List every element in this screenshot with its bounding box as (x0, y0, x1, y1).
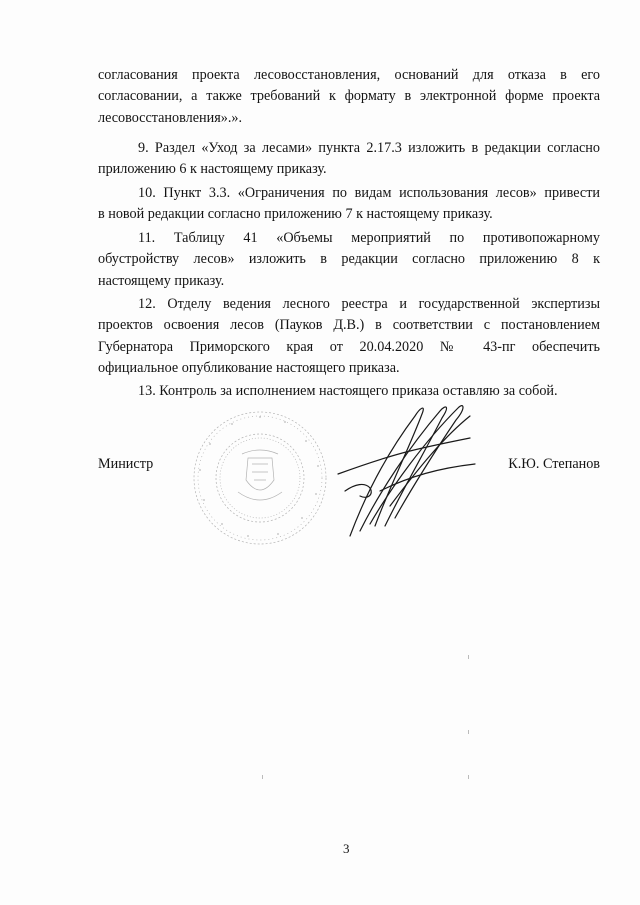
text-line: 13. Контроль за исполнением настоящего приказа оставляю за собой. (138, 383, 558, 399)
text-line: проектов освоения лесов (Пауков Д.В.) в соответствии с постановлением (98, 317, 600, 334)
paragraph-item-9 (98, 138, 600, 181)
text-line: лесовосстановления».». (98, 109, 243, 126)
signatory-title: Министр (98, 456, 154, 472)
text-line: 9. Раздел «Уход за лесами» пункта 2.17.3 изложить в редакции согласно (138, 140, 600, 156)
text-line: 12. Отделу ведения лесного реестра и государственной экспертизы (138, 296, 600, 312)
official-stamp-icon (190, 408, 330, 548)
scan-artifact (468, 730, 469, 734)
handwritten-signature-icon (330, 396, 490, 548)
text-line: настоящему приказу. (98, 272, 225, 289)
text-line: в новой редакции согласно приложению 7 к настоящему приказу. (98, 206, 493, 223)
signatory-name: К.Ю. Степанов (508, 456, 600, 472)
text-line: обустройству лесов» изложить в редакции согласно приложению 8 к (98, 251, 600, 268)
paragraph-item-10 (98, 183, 600, 226)
scan-artifact (468, 655, 469, 659)
scan-artifact (468, 775, 469, 779)
text-line: приложению 6 к настоящему приказу. (98, 161, 327, 178)
text-line: 10. Пункт 3.3. «Ограничения по видам использования лесов» привести (138, 185, 600, 201)
text-line: официальное опубликование настоящего приказа. (98, 359, 400, 376)
text-line: Губернатора Приморского края от 20.04.2020 № 43-пг обеспечить (98, 338, 600, 355)
page-number: 3 (343, 841, 350, 856)
scan-artifact (262, 775, 263, 779)
paragraph-continuation (98, 65, 600, 129)
paragraph-item-12 (98, 294, 600, 379)
text-line: согласовании, а также требований к формату в электронной форме проекта (98, 88, 600, 105)
text-line: согласования проекта лесовосстановления, оснований для отказа в его (98, 67, 600, 83)
paragraph-item-11 (98, 228, 600, 292)
text-line: 11. Таблицу 41 «Объемы мероприятий по противопожарному (138, 230, 600, 246)
